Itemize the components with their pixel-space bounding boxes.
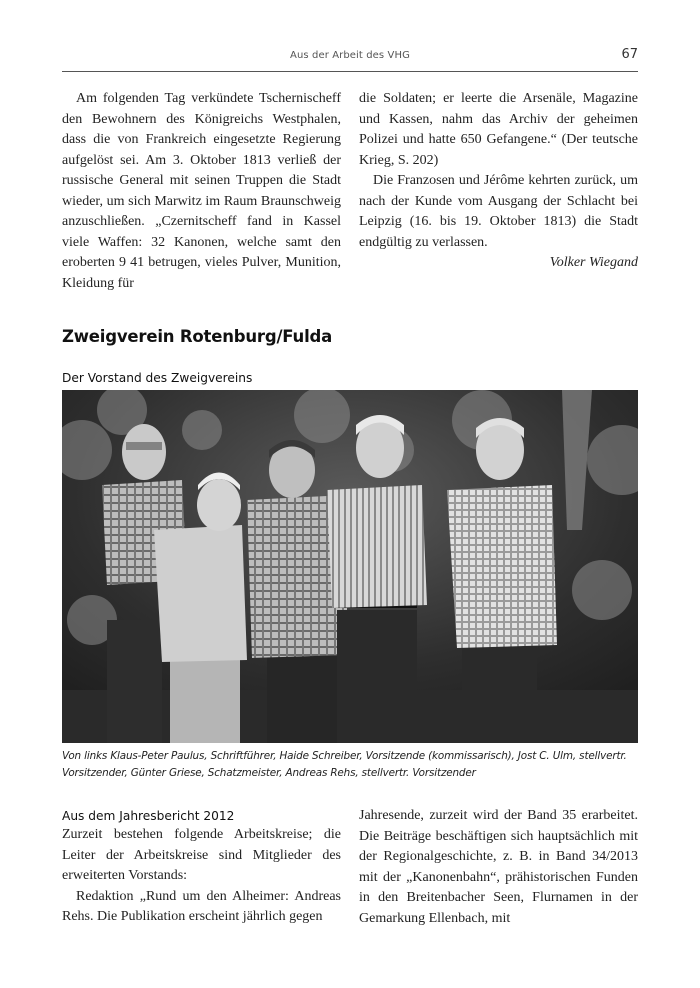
- report-paragraph: Redaktion „Rund um den Alheimer: Andreas Rehs. Die Publikation erscheint jährlich gegen: [62, 888, 341, 924]
- page-number: 67: [621, 47, 638, 62]
- article-paragraph: Am folgenden Tag verkündete Tschernischeff den Bewohnern des Königreichs Westphalen, dass die von Frankreich eingesetzte Regierung aufgelöst sei. Am 3. Oktober 1813 verließ der russische General mit seinen Truppen die Stadt wieder, um sich Marwitz im Raum Braunschweig anzuschließen. „Czernitscheff fand in Kassel viele Waffen: 32 Kanonen, welche samt den eroberten 9 41 betrugen, vieles Pulver, Munition, Kleidung für: [62, 91, 341, 291]
- article-right-column: [359, 89, 638, 274]
- report-right-column: [359, 806, 638, 929]
- article-left-column: [62, 89, 341, 294]
- report-heading: Aus dem Jahresbericht 2012: [62, 809, 235, 823]
- author-signature: Volker Wiegand: [549, 255, 638, 270]
- article-paragraph: die Soldaten; er leerte die Arsenäle, Magazine und Kassen, nahm das Archiv der geheimen Polizei und hatte 650 Gefangene.“ (Der teutsche Krieg, S. 202): [359, 91, 638, 168]
- report-paragraph: Zurzeit bestehen folgende Arbeitskreise; die Leiter der Arbeitskreise sind Mitglieder des erweiterten Vorstands:: [62, 827, 341, 883]
- photo-caption: Von links Klaus-Peter Paulus, Schriftführer, Haide Schreiber, Vorsitzende (kommissarisch), Jost C. Ulm, stellvertr. Vorsitzender, Günter Griese, Schatzmeister, Andreas Rehs, stellvertr. Vorsitzender: [62, 750, 627, 779]
- article-paragraph: Die Franzosen und Jérôme kehrten zurück, um nach der Kunde vom Ausgang der Schlacht bei Leipzig (16. bis 19. Oktober 1813) die Stadt endgültig zu verlassen.: [359, 173, 638, 250]
- report-left-column: [62, 825, 341, 928]
- group-photo: [62, 390, 638, 743]
- report-paragraph: Jahresende, zurzeit wird der Band 35 erarbeitet. Die Beiträge beschäftigen sich hauptsächlich mit der Regionalgeschichte, z. B. in Band 34/2013 mit der „Kanonenbahn“, prähistorischen Funden in den Breitenbacher Seen, Flurnamen in der Gemarkung Ellenbach, mit: [359, 808, 638, 926]
- page-header: [62, 47, 638, 72]
- running-title: Aus der Arbeit des VHG: [290, 50, 410, 61]
- section-title: Zweigverein Rotenburg/Fulda: [62, 327, 333, 346]
- group-photo-illustration: [62, 390, 638, 743]
- photo-heading: Der Vorstand des Zweigvereins: [62, 371, 253, 385]
